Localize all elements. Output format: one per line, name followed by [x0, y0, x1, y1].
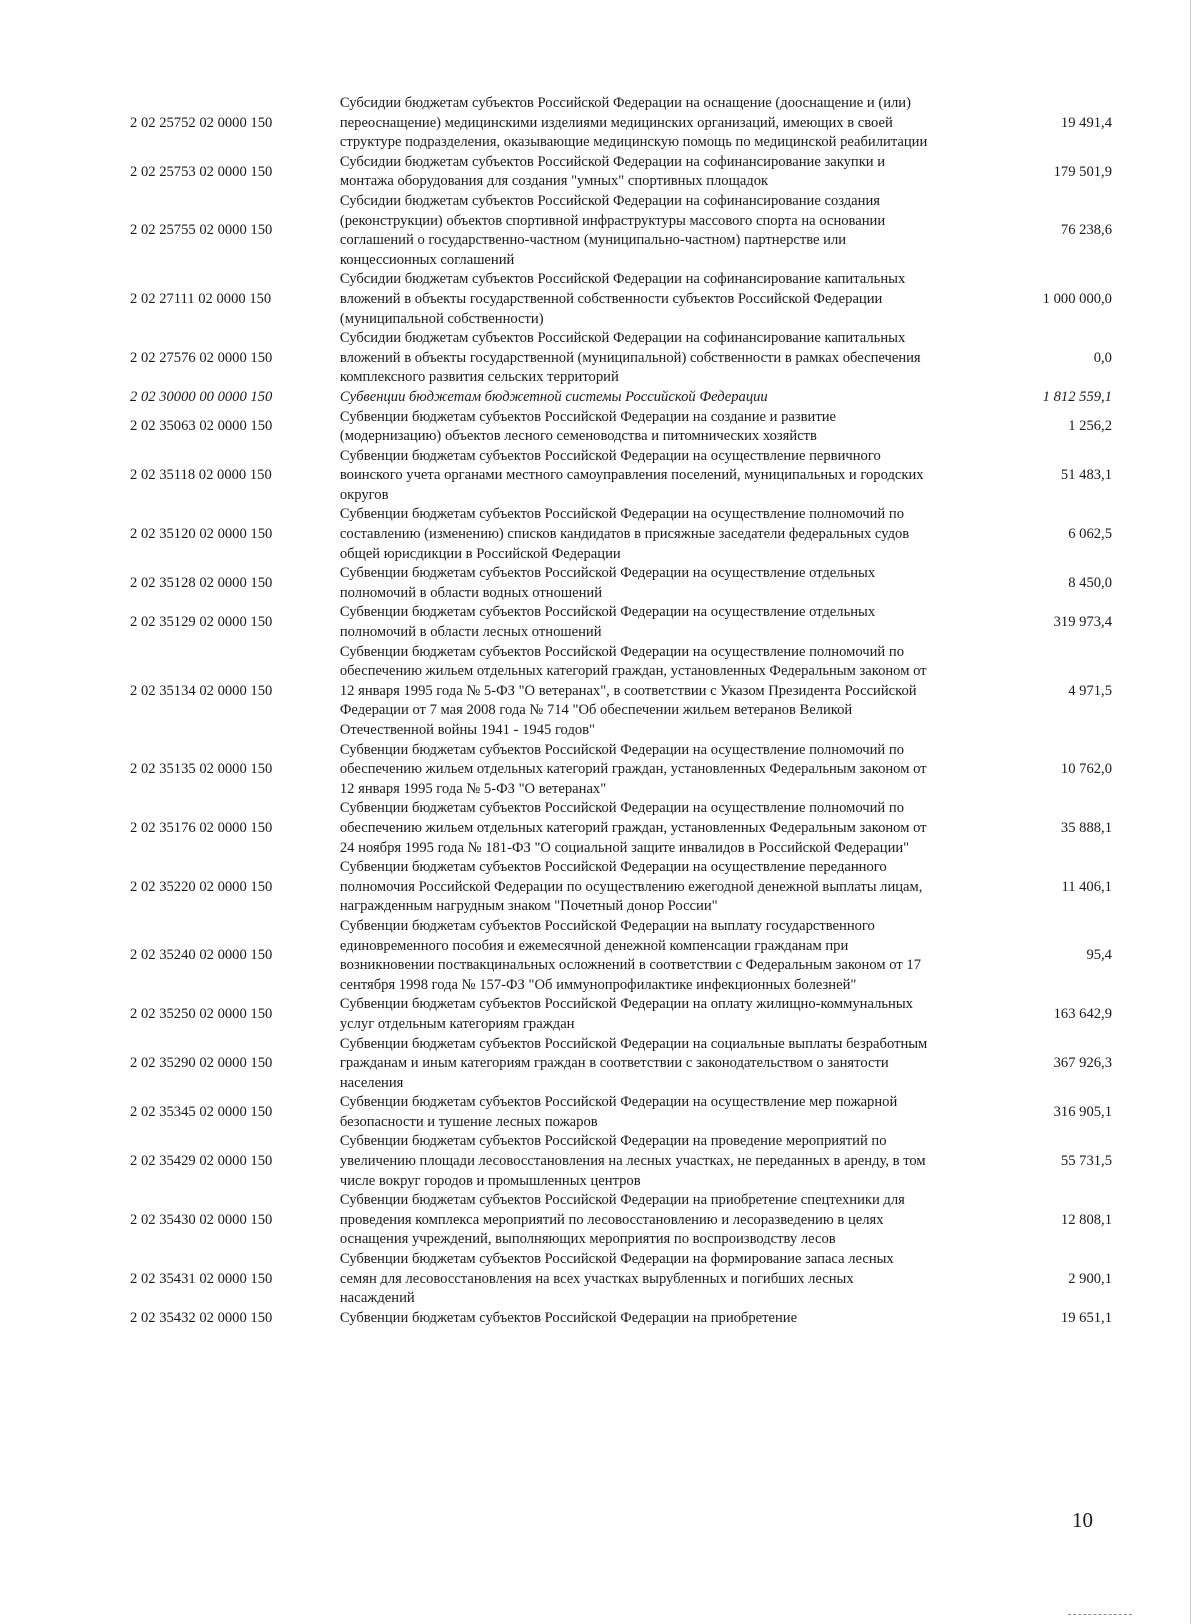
table-row — [120, 1250, 1120, 1309]
table-row — [120, 408, 1120, 447]
table-row — [120, 1309, 1120, 1329]
row-code: 2 02 30000 00 0000 150 — [130, 388, 273, 405]
table-row — [120, 564, 1120, 603]
table-row — [120, 1093, 1120, 1132]
table-row — [120, 741, 1120, 800]
row-code: 2 02 35430 02 0000 150 — [130, 1211, 273, 1228]
row-amount: 12 808,1 — [1060, 1211, 1112, 1228]
budget-table — [120, 94, 1120, 1328]
row-code: 2 02 35128 02 0000 150 — [130, 575, 273, 592]
row-description: Субвенции бюджетам субъектов Российской Федерации на осуществление отдельных полномочий в области лесных отношений — [339, 604, 876, 641]
row-description: Субвенции бюджетам субъектов Российской Федерации на осуществление отдельных полномочий в области водных отношений — [339, 565, 876, 601]
row-code: 2 02 27111 02 0000 150 — [130, 290, 272, 307]
row-code: 2 02 35431 02 0000 150 — [130, 1270, 273, 1287]
row-description: Субсидии бюджетам субъектов Российской Федерации на оснащение (дооснащение и (или) переоснащение) медицинскими изделиями медицинских организаций, имеющих в своей структуре подразделения, оказывающие медицинскую помощь по медицинской реабилитации — [339, 95, 928, 151]
row-code: 2 02 35290 02 0000 150 — [130, 1055, 273, 1072]
row-code: 2 02 35220 02 0000 150 — [130, 878, 273, 895]
row-code: 2 02 35120 02 0000 150 — [130, 526, 273, 543]
table-row — [120, 1132, 1120, 1191]
row-amount: 0,0 — [1093, 349, 1112, 366]
row-description: Субвенции бюджетам субъектов Российской Федерации на осуществление полномочий по составлению (изменению) списков кандидатов в присяжные заседатели федеральных судов общей юрисдикции в Российской Федерации — [339, 506, 910, 562]
table-row — [120, 799, 1120, 858]
row-amount: 367 926,3 — [1053, 1055, 1112, 1072]
row-amount: 19 491,4 — [1060, 114, 1112, 131]
table-row — [120, 192, 1120, 270]
row-amount: 4 971,5 — [1068, 682, 1112, 699]
row-code: 2 02 35176 02 0000 150 — [130, 819, 273, 836]
row-code: 2 02 25753 02 0000 150 — [130, 163, 273, 180]
row-code: 2 02 35063 02 0000 150 — [130, 418, 273, 435]
table-row — [120, 270, 1120, 329]
table-row — [120, 858, 1120, 917]
row-description: Субвенции бюджетам субъектов Российской Федерации на оплату жилищно-коммунальных услуг отдельным категориям граждан — [339, 996, 913, 1032]
table-row — [120, 1191, 1120, 1250]
row-code: 2 02 35429 02 0000 150 — [130, 1153, 273, 1170]
row-amount: 10 762,0 — [1060, 761, 1112, 778]
row-amount: 51 483,1 — [1060, 467, 1112, 484]
corner-dashed-line — [1068, 1614, 1132, 1615]
row-code: 2 02 35345 02 0000 150 — [130, 1104, 273, 1121]
row-amount: 316 905,1 — [1053, 1104, 1112, 1121]
row-description: Субсидии бюджетам субъектов Российской Федерации на софинансирование капитальных вложений в объекты государственной (муниципальной) собственности в рамках обеспечения комплексного развития сельских территорий — [339, 330, 921, 386]
page-edge-line — [1190, 0, 1191, 1624]
row-description: Субвенции бюджетам субъектов Российской Федерации на осуществление мер пожарной безопасности и тушение лесных пожаров — [339, 1094, 898, 1130]
row-code: 2 02 35134 02 0000 150 — [130, 682, 273, 699]
row-amount: 55 731,5 — [1060, 1153, 1112, 1170]
row-amount: 8 450,0 — [1068, 575, 1112, 592]
page-number: 10 — [1072, 1508, 1093, 1532]
row-description: Субсидии бюджетам субъектов Российской Федерации на софинансирование капитальных вложений в объекты государственной собственности субъектов Российской Федерации (муниципальной собственности) — [339, 271, 906, 327]
table-row — [120, 447, 1120, 506]
row-description: Субвенции бюджетам субъектов Российской Федерации на социальные выплаты безработным гражданам и иным категориям граждан в соответствии с законодательством о занятости населения — [339, 1035, 928, 1091]
row-code: 2 02 35135 02 0000 150 — [130, 761, 273, 778]
table-row — [120, 153, 1120, 192]
table-row — [120, 995, 1120, 1034]
row-description: Субвенции бюджетам субъектов Российской Федерации на приобретение спецтехники для проведения комплекса мероприятий по лесовосстановлению и лесоразведению в целях оснащения учреждений, выполняющих мероприятия по воспроизводству лесов — [339, 1192, 905, 1248]
table-row — [120, 643, 1120, 741]
row-amount: 6 062,5 — [1068, 526, 1112, 543]
row-description: Субвенции бюджетам субъектов Российской Федерации на приобретение — [339, 1309, 798, 1326]
row-description: Субвенции бюджетам субъектов Российской Федерации на осуществление переданного полномочия Российской Федерации по осуществлению ежегодной денежной выплаты лицам, награжденным нагрудным знаком "Почетный донор России" — [339, 859, 923, 915]
row-description: Субвенции бюджетам субъектов Российской Федерации на формирование запаса лесных семян для лесовосстановления на всех участках вырубленных и погибших лесных насаждений — [339, 1251, 894, 1307]
row-description: Субвенции бюджетам субъектов Российской Федерации на осуществление полномочий по обеспечению жильем отдельных категорий граждан, установленных Федеральным законом от 12 января 1995 года № 5-ФЗ "О ветеранах" — [339, 741, 927, 797]
row-amount: 76 238,6 — [1060, 222, 1112, 239]
row-amount: 95,4 — [1086, 947, 1112, 964]
table-row — [120, 917, 1120, 995]
row-amount: 35 888,1 — [1060, 819, 1112, 836]
row-code: 2 02 35250 02 0000 150 — [130, 1006, 273, 1023]
row-amount: 163 642,9 — [1053, 1006, 1112, 1023]
row-code: 2 02 35118 02 0000 150 — [130, 467, 272, 484]
row-amount: 1 812 559,1 — [1042, 388, 1112, 405]
row-description: Субвенции бюджетам субъектов Российской Федерации на осуществление полномочий по обеспечению жильем отдельных категорий граждан, установленных Федеральным законом от 12 января 1995 года № 5-ФЗ "О ветеранах", в соответствии с Указом Президента Российской Федерации от 7 мая 2008 года № 714 "Об обеспечении жильем ветеранов Великой Отечественной войны 1941 - 1945 годов" — [339, 643, 927, 738]
table-row — [120, 603, 1120, 642]
row-code: 2 02 25755 02 0000 150 — [130, 222, 273, 239]
row-description: Субвенции бюджетам субъектов Российской Федерации на осуществление первичного воинского учета органами местного самоуправления поселений, муниципальных и городских округов — [339, 447, 924, 503]
row-code: 2 02 35240 02 0000 150 — [130, 947, 273, 964]
table-row — [120, 505, 1120, 564]
row-amount: 19 651,1 — [1060, 1309, 1112, 1326]
row-amount: 179 501,9 — [1053, 163, 1112, 180]
row-code: 2 02 35432 02 0000 150 — [130, 1309, 273, 1326]
row-amount: 1 256,2 — [1068, 418, 1112, 435]
row-code: 2 02 27576 02 0000 150 — [130, 349, 273, 366]
row-description: Субвенции бюджетам субъектов Российской Федерации на проведение мероприятий по увеличению площади лесовосстановления на лесных участках, не переданных в аренду, в том числе вокруг городов и промышленных центров — [339, 1133, 926, 1189]
row-amount: 319 973,4 — [1053, 614, 1112, 631]
row-amount: 2 900,1 — [1068, 1270, 1112, 1287]
row-description: Субвенции бюджетам бюджетной системы Российской Федерации — [339, 388, 768, 405]
row-description: Субсидии бюджетам субъектов Российской Федерации на софинансирование закупки и монтажа оборудования для создания "умных" спортивных площадок — [339, 153, 886, 190]
row-description: Субсидии бюджетам субъектов Российской Федерации на софинансирование создания (реконструкции) объектов спортивной инфраструктуры массового спорта на основании соглашений о государственно-частном (муниципально-частном) партнерстве или концессионных соглашений — [339, 192, 886, 268]
row-description: Субвенции бюджетам субъектов Российской Федерации на осуществление полномочий по обеспечению жильем отдельных категорий граждан, установленных Федеральным законом от 24 ноября 1995 года № 181-ФЗ "О социальной защите инвалидов в Российской Федерации" — [339, 800, 927, 856]
row-code: 2 02 25752 02 0000 150 — [130, 114, 273, 131]
row-amount: 11 406,1 — [1061, 878, 1112, 895]
table-row — [120, 1035, 1120, 1094]
table-row — [120, 329, 1120, 388]
row-description: Субвенции бюджетам субъектов Российской Федерации на выплату государственного единовременного пособия и ежемесячной денежной компенсации гражданам при возникновении поствакцинальных осложнений в соответствии с Федеральным законом от 17 сентября 1998 года № 157-ФЗ "Об иммунопрофилактике инфекционных болезней" — [339, 917, 921, 993]
table-row — [120, 388, 1120, 408]
table-row — [120, 94, 1120, 153]
row-amount: 1 000 000,0 — [1042, 290, 1112, 307]
row-code: 2 02 35129 02 0000 150 — [130, 614, 273, 631]
row-description: Субвенции бюджетам субъектов Российской Федерации на создание и развитие (модернизацию) объектов лесного семеноводства и питомнических хозяйств — [339, 408, 836, 445]
